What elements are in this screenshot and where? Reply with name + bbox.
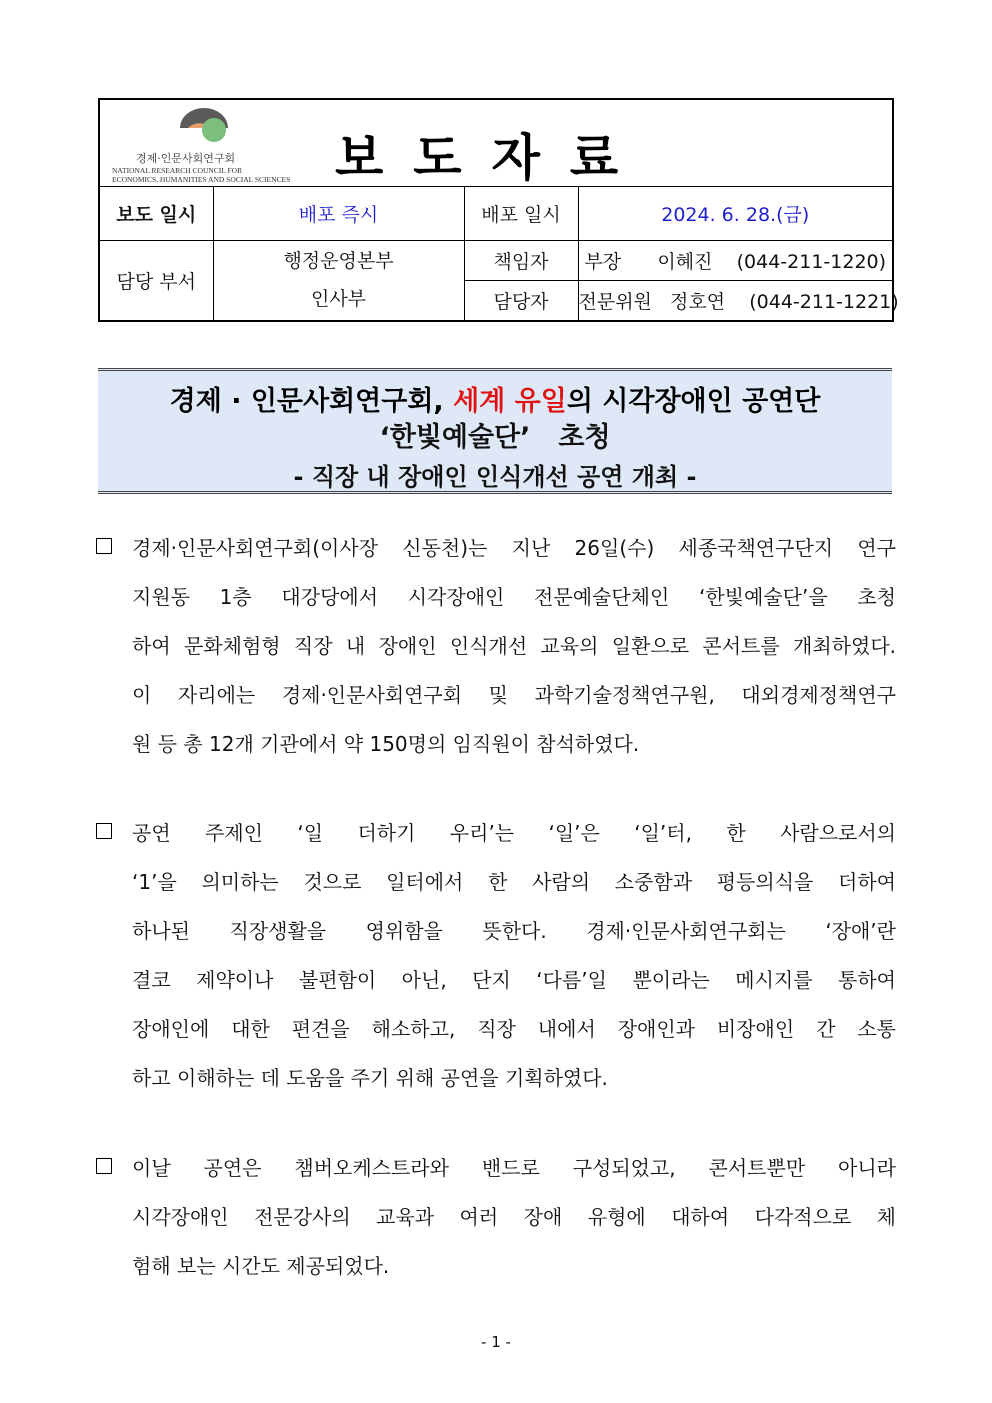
department-line2: 인사부	[310, 288, 367, 311]
headline-invite: 초청	[558, 422, 611, 453]
paragraph-3	[96, 1144, 896, 1291]
report-date-value: 배포 즉시	[213, 187, 464, 241]
logo-english-line2: ECONOMICS, HUMANITIES AND SOCIAL SCIENCES	[112, 175, 291, 184]
headline-subtitle: - 직장 내 장애인 인식개선 공연 개최 -	[293, 463, 697, 491]
header-title-row	[99, 99, 893, 187]
responsible-label: 책임자	[464, 241, 578, 281]
logo-english-line1: NATIONAL RESEARCH COUNCIL FOR	[112, 166, 243, 175]
checkbox-bullet-icon	[96, 1158, 112, 1174]
paragraph-line: 원 등 총 12개 기관에서 약 150명의 임직원이 참석하였다.	[132, 732, 640, 756]
distribution-date-label: 배포 일시	[464, 187, 578, 241]
paragraph-line: 장애인에 대한 편견을 해소하고, 직장 내에서 장애인과 비장애인 간 소통	[132, 1017, 896, 1041]
paragraph-line: 공연 주제인 ‘일 더하기 우리’는 ‘일’은 ‘일’터, 한 사람으로서의	[132, 821, 896, 845]
paragraph-line: 경제·인문사회연구회(이사장 신동천)는 지난 26일(수) 세종국책연구단지 연구	[132, 536, 896, 560]
responsible-value: 부장 이혜진 (044-211-1220)	[578, 241, 893, 281]
paragraph-line: 하여 문화체험형 직장 내 장애인 인식개선 교육의 일환으로 콘서트를 개최하였다.	[132, 634, 896, 658]
report-date-label: 보도 일시	[99, 187, 213, 241]
paragraph-line: 시각장애인 전문강사의 교육과 여러 장애 유형에 대하여 다각적으로 체	[132, 1205, 896, 1229]
paragraph-line: 하나된 직장생활을 영위함을 뜻한다. 경제·인문사회연구회는 ‘장애’란	[132, 919, 896, 943]
paragraph-line: 이날 공연은 챔버오케스트라와 밴드로 구성되었고, 콘서트뿐만 아니라	[132, 1156, 897, 1180]
paragraph-line: ‘1’을 의미하는 것으로 일터에서 한 사람의 소중함과 평등의식을 더하여	[132, 870, 896, 894]
headline-line2	[98, 415, 892, 454]
council-logo	[108, 106, 298, 182]
logo-english-name	[112, 166, 290, 184]
checkbox-bullet-icon	[96, 823, 112, 839]
paragraph-2	[96, 809, 896, 1103]
headline-line1-end: 의 시각장애인 공연단	[566, 386, 821, 417]
checkbox-bullet-icon	[96, 538, 112, 554]
logo-emblem-icon	[174, 106, 234, 146]
logo-korean-name: 경제·인문사회연구회	[136, 152, 236, 165]
paragraph-line: 하고 이해하는 데 도움을 주기 위해 공연을 기획하였다.	[132, 1066, 608, 1090]
staff-value: 전문위원 정호연 (044-211-1221)	[578, 281, 893, 321]
paragraph-line: 결코 제약이나 불편함이 아닌, 단지 ‘다름’일 뿐이라는 메시지를 통하여	[132, 968, 896, 992]
press-release-title: 보도자료	[335, 129, 649, 187]
headline-box	[98, 368, 892, 494]
paragraph-line: 이 자리에는 경제·인문사회연구회 및 과학기술정책연구원, 대외경제정책연구	[132, 683, 896, 707]
page-number: - 1 -	[481, 1333, 511, 1351]
department-label: 담당 부서	[99, 241, 213, 321]
department-value	[213, 241, 464, 321]
paragraph-1	[96, 524, 896, 769]
headline-troupe-name: ‘한빛예술단’	[379, 422, 531, 453]
press-header-table	[98, 98, 899, 322]
paragraph-line: 지원동 1층 대강당에서 시각장애인 전문예술단체인 ‘한빛예술단’을 초청	[132, 585, 896, 609]
department-line1: 행정운영본부	[283, 250, 394, 273]
distribution-date-value: 2024. 6. 28.(금)	[578, 187, 893, 241]
headline-highlight: 세계 유일	[453, 386, 567, 417]
headline-line1	[98, 379, 892, 418]
headline-line1-start: 경제 · 인문사회연구회,	[169, 386, 454, 417]
staff-label: 담당자	[464, 281, 578, 321]
paragraph-line: 험해 보는 시간도 제공되었다.	[132, 1254, 390, 1278]
